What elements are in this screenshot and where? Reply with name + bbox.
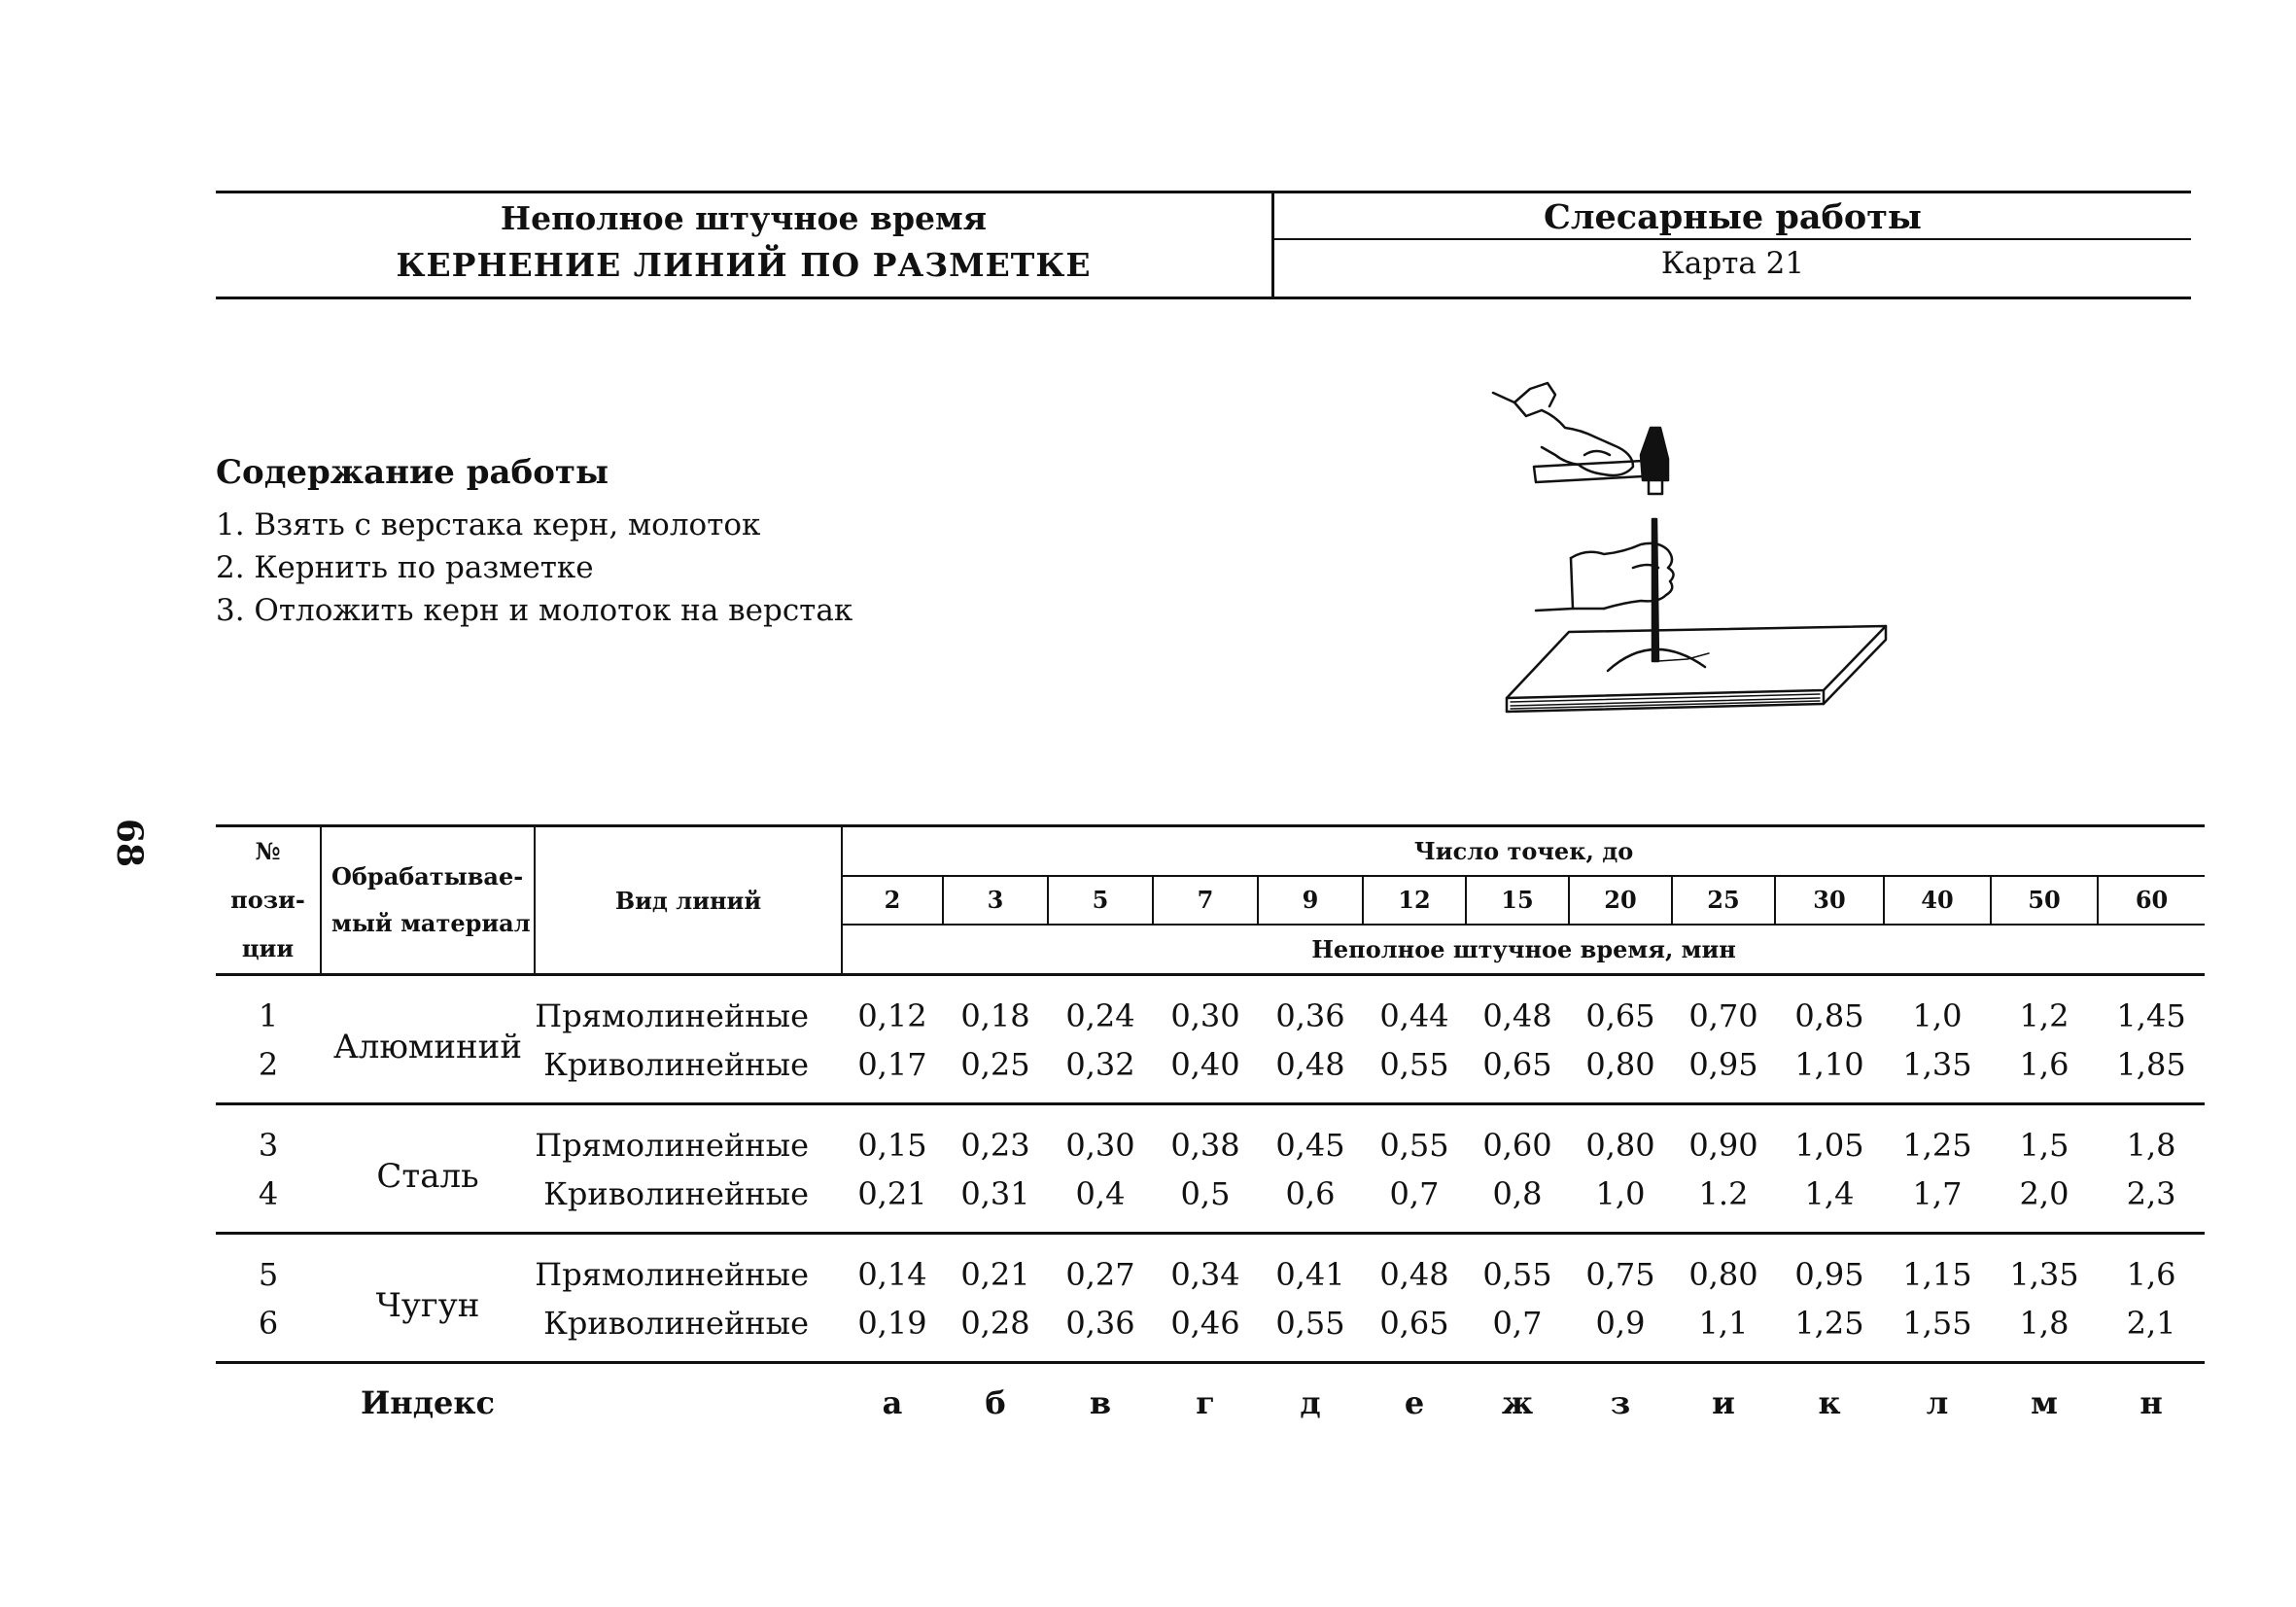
value-cell: 0,65: [1482, 1046, 1552, 1083]
value-cell: 0,19: [857, 1305, 927, 1342]
points-count-header: Число точек, до: [842, 826, 2205, 876]
material-cell: Чугун: [321, 1234, 535, 1363]
line-kind-cell: Криволинейные: [543, 1175, 809, 1212]
value-cell: 1,4: [1804, 1175, 1855, 1212]
value-cell: 0,95: [1688, 1046, 1758, 1083]
value-cell: 0,6: [1285, 1175, 1336, 1212]
value-cell: 0,48: [1275, 1046, 1345, 1083]
value-cell: 0,48: [1482, 997, 1552, 1034]
value-cell: 1,7: [1912, 1175, 1963, 1212]
points-cell: 3: [943, 876, 1048, 926]
value-cell: 0,17: [857, 1046, 927, 1083]
index-row: [216, 1363, 2205, 1443]
value-cell: 0,21: [857, 1175, 927, 1212]
work-steps: [216, 504, 852, 632]
points-cell: 40: [1884, 876, 1991, 926]
position-cell: 6: [258, 1305, 279, 1342]
value-cell: 0,65: [1585, 997, 1655, 1034]
time-unit-header: Неполное штучное время, мин: [842, 925, 2205, 974]
hammer-head-icon: [1641, 428, 1668, 480]
value-cell: 1,6: [2126, 1256, 2176, 1293]
value-cell: 0,27: [1065, 1256, 1135, 1293]
value-cell: 2,3: [2126, 1175, 2176, 1212]
value-cell: 0,44: [1379, 997, 1449, 1034]
value-cell: 0,55: [1379, 1046, 1449, 1083]
value-cell: 0,40: [1170, 1046, 1240, 1083]
value-cell: 0,12: [857, 997, 927, 1034]
index-cell: м: [2031, 1384, 2058, 1421]
value-cell: 0,5: [1180, 1175, 1231, 1212]
line-kind-cell: Прямолинейные: [535, 997, 809, 1034]
value-cell: 1,05: [1794, 1127, 1864, 1164]
value-cell: 1.2: [1698, 1175, 1749, 1212]
index-cell: к: [1818, 1384, 1841, 1421]
points-cell: 9: [1258, 876, 1363, 926]
work-step: 3. Отложить керн и молоток на верстак: [216, 593, 853, 628]
col-position-line: ции: [241, 934, 295, 962]
col-material-line: Обрабатывае-: [331, 862, 524, 891]
index-label: Индекс: [361, 1384, 495, 1421]
value-cell: 2,1: [2126, 1305, 2176, 1342]
center-punching-illustration: [1487, 377, 1973, 717]
value-cell: 1,25: [1794, 1305, 1864, 1342]
line-kind-cell: Криволинейные: [543, 1046, 809, 1083]
material-cell: Алюминий: [321, 975, 535, 1104]
value-cell: 1,0: [1595, 1175, 1646, 1212]
position-cell: 1: [258, 997, 279, 1034]
value-cell: 0,95: [1794, 1256, 1864, 1293]
content-title: Содержание работы: [216, 453, 609, 492]
value-cell: 0,55: [1275, 1305, 1345, 1342]
value-cell: 0,7: [1492, 1305, 1543, 1342]
value-cell: 0,7: [1389, 1175, 1440, 1212]
col-position-line: пози-: [230, 886, 305, 914]
value-cell: 1,25: [1902, 1127, 1972, 1164]
col-position-header: [216, 826, 321, 975]
points-cell: 20: [1569, 876, 1672, 926]
col-position-line: №: [255, 837, 281, 865]
table-row: [216, 1104, 2205, 1170]
points-cell: 25: [1672, 876, 1775, 926]
header-subtitle: Неполное штучное время: [500, 199, 988, 237]
index-cell: в: [1089, 1384, 1112, 1421]
line-kind-cell: Прямолинейные: [535, 1127, 809, 1164]
value-cell: 1,55: [1902, 1305, 1972, 1342]
card-number: Карта 21: [1660, 246, 1805, 281]
value-cell: 0,80: [1688, 1256, 1758, 1293]
index-cell: а: [882, 1384, 903, 1421]
value-cell: 0,34: [1170, 1256, 1240, 1293]
document-title: КЕРНЕНИЕ ЛИНИЙ ПО РАЗМЕТКЕ: [396, 246, 1092, 284]
value-cell: 0,80: [1585, 1127, 1655, 1164]
value-cell: 0,45: [1275, 1127, 1345, 1164]
value-cell: 0,70: [1688, 997, 1758, 1034]
value-cell: 0,30: [1170, 997, 1240, 1034]
value-cell: 1,35: [1902, 1046, 1972, 1083]
line-kind-cell: Прямолинейные: [535, 1256, 809, 1293]
value-cell: 0,8: [1492, 1175, 1543, 1212]
points-cell: 12: [1363, 876, 1466, 926]
index-cell: б: [985, 1384, 1006, 1421]
value-cell: 0,55: [1482, 1256, 1552, 1293]
header-right: [1271, 193, 2191, 297]
value-cell: 0,14: [857, 1256, 927, 1293]
value-cell: 1,8: [2126, 1127, 2176, 1164]
value-cell: 0,24: [1065, 997, 1135, 1034]
value-cell: 0,4: [1075, 1175, 1126, 1212]
page-number: 68: [109, 818, 151, 868]
index-cell: ж: [1501, 1384, 1534, 1421]
value-cell: 0,25: [960, 1046, 1030, 1083]
value-cell: 0,60: [1482, 1127, 1552, 1164]
line-kind-cell: Криволинейные: [543, 1305, 809, 1342]
time-norms-table: [216, 824, 2205, 1442]
points-cell: 2: [842, 876, 943, 926]
work-step: 1. Взять с верстака керн, молоток: [216, 507, 761, 542]
value-cell: 0,65: [1379, 1305, 1449, 1342]
points-cell: 50: [1991, 876, 2098, 926]
position-cell: 4: [258, 1175, 279, 1212]
position-cell: 2: [258, 1046, 279, 1083]
value-cell: 0,18: [960, 997, 1030, 1034]
work-step: 2. Кернить по разметке: [216, 550, 594, 585]
index-cell: л: [1926, 1384, 1949, 1421]
value-cell: 0,28: [960, 1305, 1030, 1342]
table-row: [216, 1234, 2205, 1300]
value-cell: 0,23: [960, 1127, 1030, 1164]
points-cell: 7: [1153, 876, 1258, 926]
value-cell: 1,5: [2019, 1127, 2070, 1164]
value-cell: 0,55: [1379, 1127, 1449, 1164]
value-cell: 1,15: [1902, 1256, 1972, 1293]
value-cell: 1,6: [2019, 1046, 2070, 1083]
value-cell: 0,32: [1065, 1046, 1135, 1083]
header-left: [216, 193, 1271, 297]
index-cell: д: [1300, 1384, 1321, 1421]
sleeve-cuff: [1493, 383, 1555, 406]
value-cell: 0,36: [1065, 1305, 1135, 1342]
col-line-kind-header: Вид линий: [535, 826, 842, 975]
value-cell: 1,45: [2116, 997, 2186, 1034]
value-cell: 0,48: [1379, 1256, 1449, 1293]
points-cell: 5: [1048, 876, 1153, 926]
center-punch-icon: [1652, 519, 1658, 661]
value-cell: 0,31: [960, 1175, 1030, 1212]
index-cell: з: [1610, 1384, 1631, 1421]
points-cell: 60: [2098, 876, 2205, 926]
index-cell: г: [1196, 1384, 1215, 1421]
points-cell: 30: [1775, 876, 1884, 926]
position-cell: 5: [258, 1256, 279, 1293]
position-cell: 3: [258, 1127, 279, 1164]
value-cell: 1,85: [2116, 1046, 2186, 1083]
value-cell: 0,85: [1794, 997, 1864, 1034]
value-cell: 0,9: [1595, 1305, 1646, 1342]
col-material-header: [321, 826, 535, 975]
value-cell: 0,15: [857, 1127, 927, 1164]
table-row: [216, 975, 2205, 1041]
material-cell: Сталь: [321, 1104, 535, 1234]
value-cell: 0,41: [1275, 1256, 1345, 1293]
value-cell: 0,30: [1065, 1127, 1135, 1164]
index-cell: и: [1712, 1384, 1735, 1421]
document-header: [216, 191, 2191, 299]
index-cell: е: [1404, 1384, 1425, 1421]
work-category: Слесарные работы: [1274, 197, 2191, 240]
time-norms-table-wrap: [216, 824, 2191, 1442]
value-cell: 1,2: [2019, 997, 2070, 1034]
value-cell: 0,36: [1275, 997, 1345, 1034]
value-cell: 1,0: [1912, 997, 1963, 1034]
value-cell: 1,10: [1794, 1046, 1864, 1083]
value-cell: 0,80: [1585, 1046, 1655, 1083]
value-cell: 0,46: [1170, 1305, 1240, 1342]
col-material-line: мый материал: [331, 909, 531, 937]
index-cell: н: [2139, 1384, 2163, 1421]
value-cell: 0,38: [1170, 1127, 1240, 1164]
value-cell: 1,1: [1698, 1305, 1749, 1342]
value-cell: 0,75: [1585, 1256, 1655, 1293]
value-cell: 0,21: [960, 1256, 1030, 1293]
value-cell: 2,0: [2019, 1175, 2070, 1212]
value-cell: 0,90: [1688, 1127, 1758, 1164]
value-cell: 1,35: [2009, 1256, 2079, 1293]
points-cell: 15: [1466, 876, 1569, 926]
value-cell: 1,8: [2019, 1305, 2070, 1342]
